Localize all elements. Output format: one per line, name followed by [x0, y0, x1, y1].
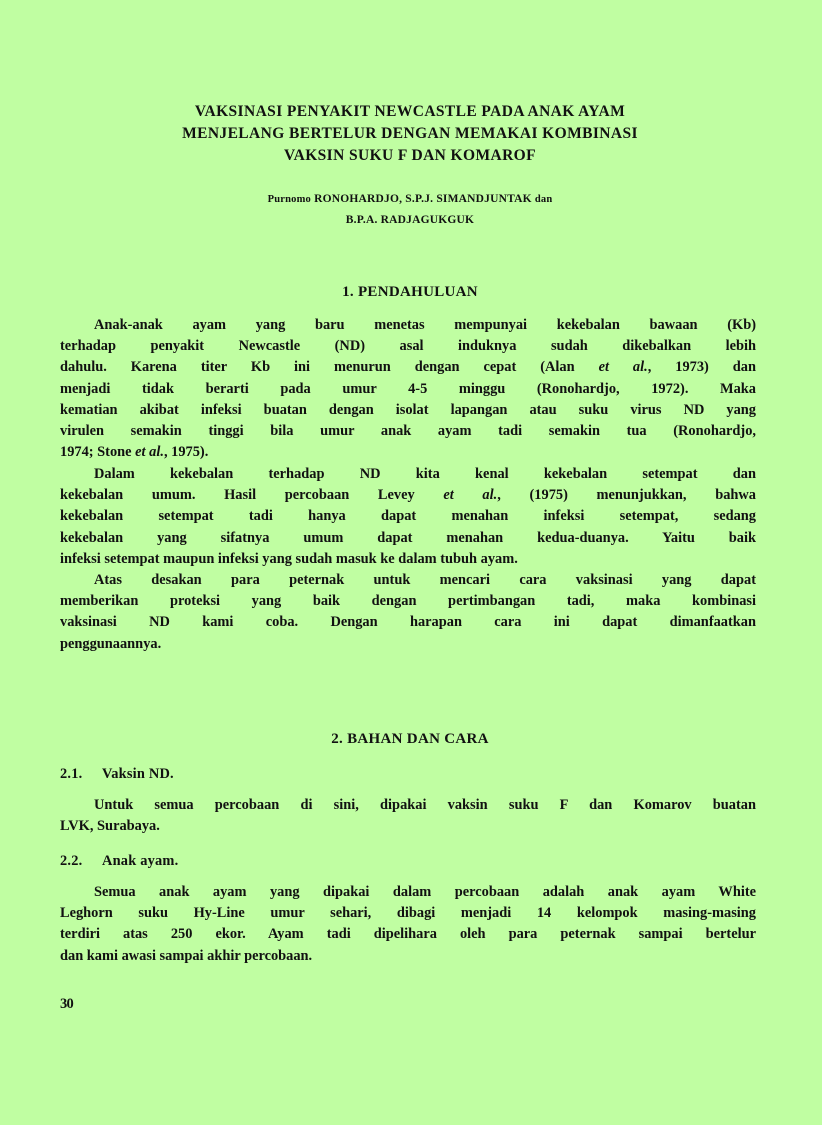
text-line: menjadi tidak berarti pada umur 4-5 minggu (Ronohardjo, 1972). Maka — [60, 380, 756, 397]
paragraph — [60, 570, 756, 655]
text-line: kekebalan yang sifatnya umum dapat menahan kedua-duanya. Yaitu baik — [60, 529, 756, 546]
text-line: vaksinasi ND kami coba. Dengan harapan cara ini dapat dimanfaatkan — [60, 614, 756, 631]
author-line-2: B.P.A. RADJAGUKGUK — [345, 214, 475, 226]
paragraph — [60, 882, 756, 967]
text-line: kematian akibat infeksi buatan dengan isolat lapangan atau suku virus ND yang — [60, 401, 756, 418]
author-first-name: Purnomo — [267, 194, 312, 205]
text-line: dan kami awasi sampai akhir percobaan. — [60, 947, 313, 964]
text-line: Semua anak ayam yang dipakai dalam percobaan adalah anak ayam White — [94, 884, 756, 900]
author-block — [60, 189, 760, 230]
text-line: 1974; Stone et al., 1975). — [60, 444, 209, 461]
text-line: Anak-anak ayam yang baru menetas mempunyai kekebalan bawaan (Kb) — [94, 317, 756, 333]
paper-title — [60, 101, 760, 167]
section-heading-introduction: 1. PENDAHULUAN — [342, 284, 478, 300]
text-line: penggunaannya. — [60, 635, 162, 652]
text-line: dahulu. Karena titer Kb ini menurun dengan cepat (Alan et al., 1973) dan — [60, 359, 756, 376]
text-line: infeksi setempat maupun infeksi yang sudah masuk ke dalam tubuh ayam. — [60, 550, 518, 567]
text-line: Dalam kekebalan terhadap ND kita kenal kekebalan setempat dan — [94, 466, 756, 482]
text-line: LVK, Surabaya. — [60, 818, 160, 835]
paragraph — [60, 795, 756, 837]
section-heading-methods: 2. BAHAN DAN CARA — [331, 731, 489, 747]
subsection-number: 2.1. — [60, 766, 83, 782]
text-line: kekebalan umum. Hasil percobaan Levey et al., (1975) menunjukkan, bahwa — [60, 487, 756, 504]
text-line: kekebalan setempat tadi hanya dapat menahan infeksi setempat, sedang — [60, 508, 756, 525]
italic-text: et al. — [598, 359, 648, 376]
author-names: RONOHARDJO, S.P.J. SIMANDJUNTAK — [314, 193, 532, 205]
paragraph — [60, 464, 756, 570]
paragraph — [60, 315, 756, 463]
text-line: Leghorn suku Hy-Line umur sehari, dibagi menjadi 14 kelompok masing-masing — [60, 905, 756, 922]
title-line: VAKSIN SUKU F DAN KOMAROF — [284, 147, 536, 164]
text-line: virulen semakin tinggi bila umur anak ayam tadi semakin tua (Ronohardjo, — [60, 423, 756, 440]
title-line: VAKSINASI PENYAKIT NEWCASTLE PADA ANAK AYAM — [194, 103, 626, 120]
text-line: memberikan proteksi yang baik dengan pertimbangan tadi, maka kombinasi — [60, 593, 756, 610]
subsection-title: Anak ayam. — [102, 853, 179, 869]
subsection-number: 2.2. — [60, 853, 83, 869]
text-line: Untuk semua percobaan di sini, dipakai vaksin suku F dan Komarov buatan — [94, 797, 756, 813]
italic-text: et al. — [135, 444, 164, 461]
subsection-heading-vaccine — [60, 766, 174, 783]
title-line: MENJELANG BERTELUR DENGAN MEMAKAI KOMBINASI — [182, 125, 638, 142]
page-number: 30 — [60, 996, 73, 1012]
subsection-heading-chicks — [60, 853, 178, 870]
italic-text: et al. — [443, 487, 498, 504]
author-line-1 — [60, 189, 760, 210]
subsection-title: Vaksin ND. — [102, 766, 174, 782]
text-line: Atas desakan para peternak untuk mencari cara vaksinasi yang dapat — [94, 572, 756, 588]
author-conjunction: dan — [534, 194, 553, 205]
text-line: terdiri atas 250 ekor. Ayam tadi dipelihara oleh para peternak sampai bertelur — [60, 926, 756, 943]
text-line: terhadap penyakit Newcastle (ND) asal induknya sudah dikebalkan lebih — [60, 338, 756, 355]
